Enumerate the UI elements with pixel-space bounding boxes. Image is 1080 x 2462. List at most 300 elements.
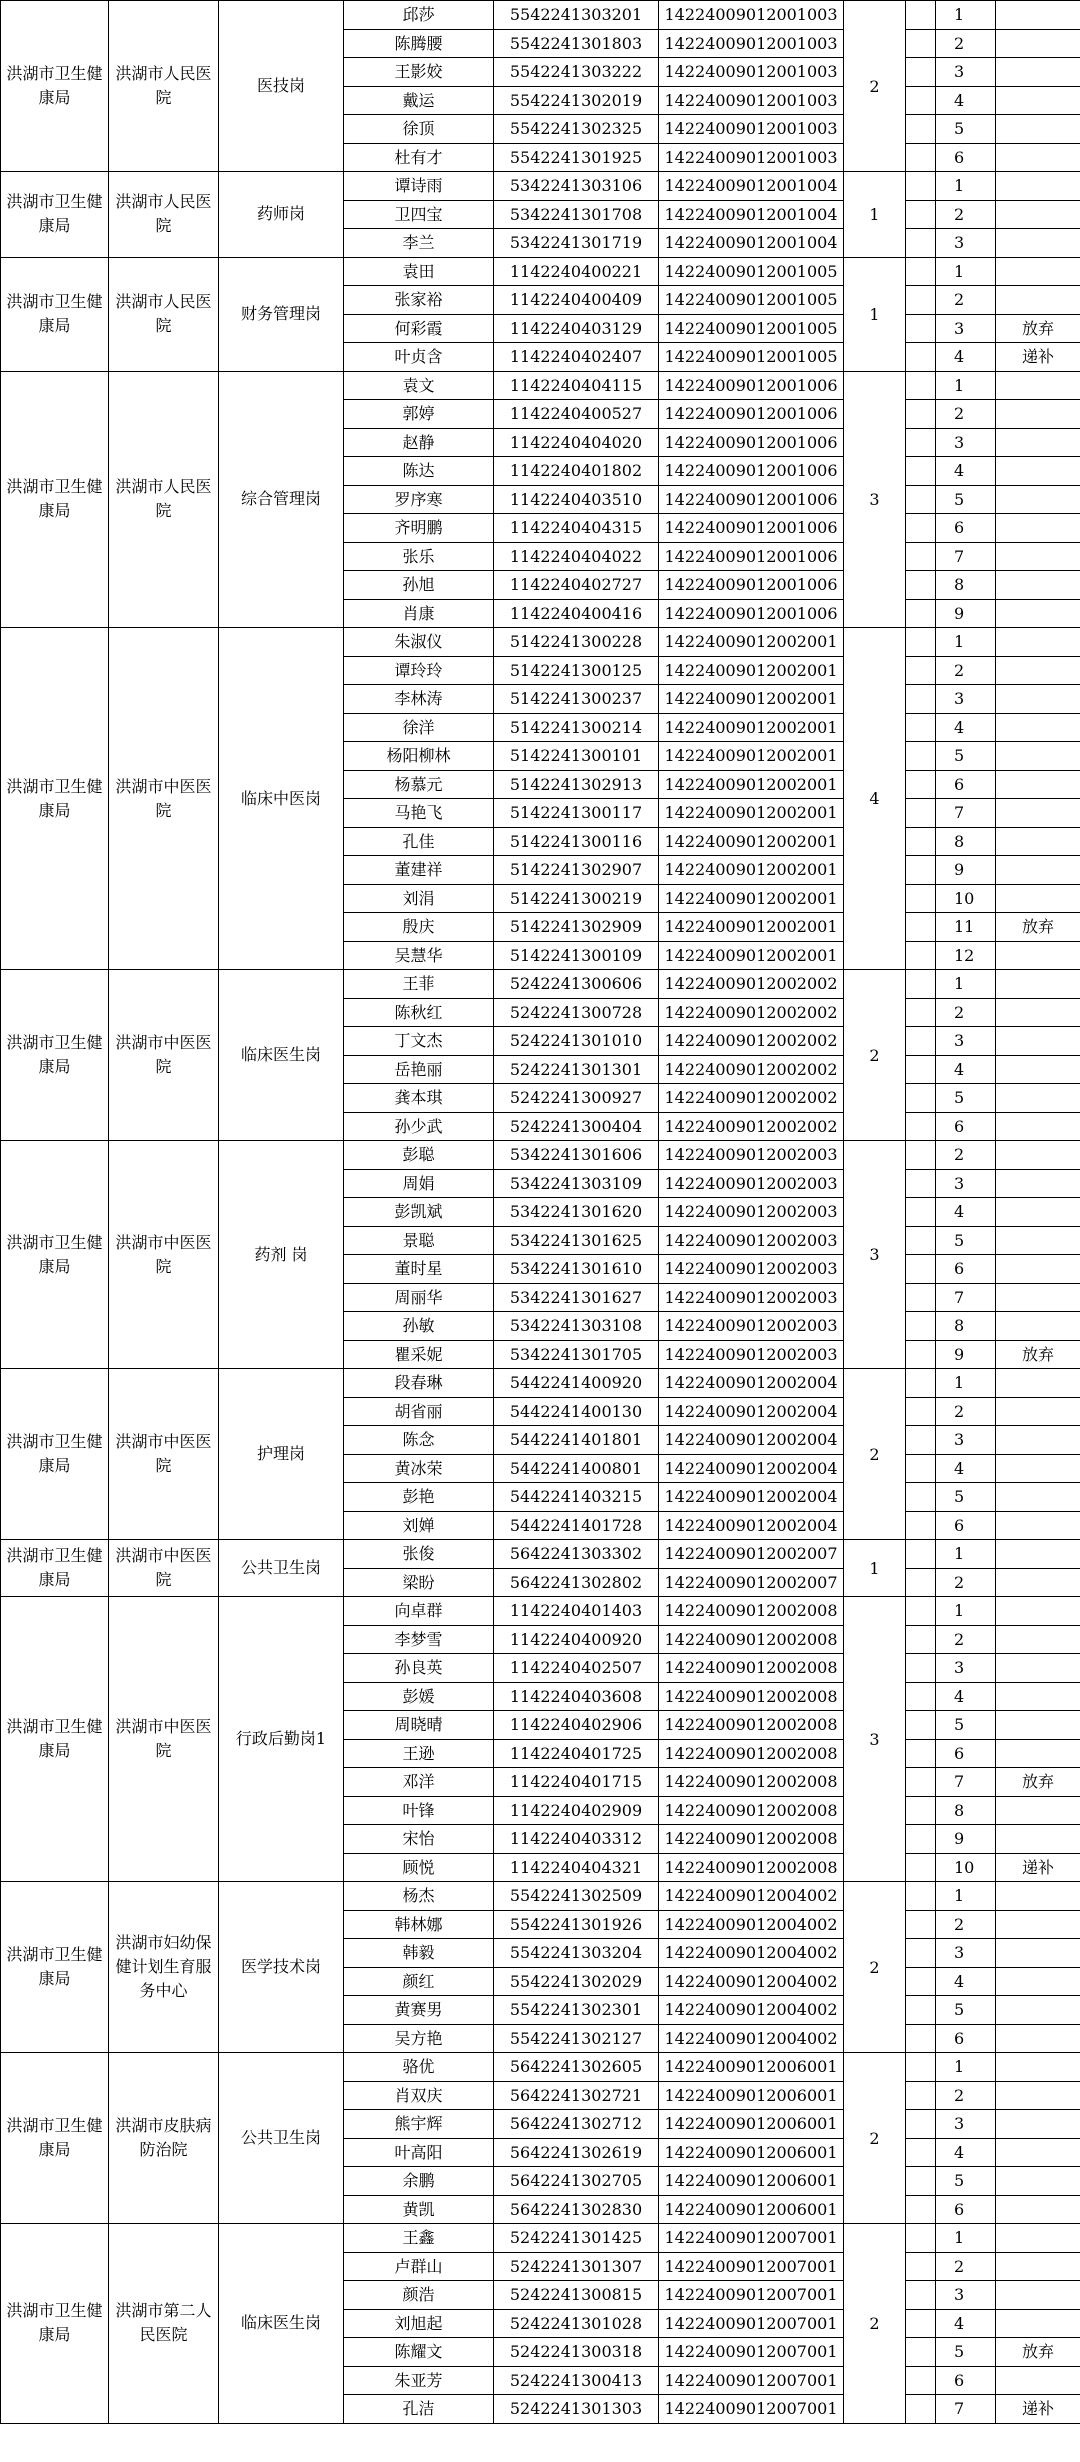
post-cell: 医学技术岗 xyxy=(219,1882,344,2053)
rank-cell: 7 xyxy=(936,799,996,828)
rank-cell: 3 xyxy=(936,428,996,457)
name-cell: 颜浩 xyxy=(344,2281,494,2310)
exam-number-cell: 5542241302301 xyxy=(494,1996,659,2025)
spacer-cell xyxy=(906,314,936,343)
note-cell xyxy=(996,29,1080,58)
spacer-cell xyxy=(906,1540,936,1569)
spacer-cell xyxy=(906,571,936,600)
post-code-cell: 14224009012007001 xyxy=(659,2395,844,2424)
name-cell: 刘婵 xyxy=(344,1511,494,1540)
post-code-cell: 14224009012002003 xyxy=(659,1255,844,1284)
post-code-cell: 14224009012002001 xyxy=(659,713,844,742)
post-code-cell: 14224009012002004 xyxy=(659,1369,844,1398)
post-code-cell: 14224009012006001 xyxy=(659,2110,844,2139)
exam-number-cell: 5142241300228 xyxy=(494,628,659,657)
rank-cell: 1 xyxy=(936,1882,996,1911)
name-cell: 陈秋红 xyxy=(344,998,494,1027)
spacer-cell xyxy=(906,941,936,970)
table-row xyxy=(1,172,1080,201)
spacer-cell xyxy=(906,970,936,999)
rank-cell: 1 xyxy=(936,628,996,657)
spacer-cell xyxy=(906,2024,936,2053)
exam-number-cell: 5542241302127 xyxy=(494,2024,659,2053)
spacer-cell xyxy=(906,770,936,799)
exam-number-cell: 5142241300109 xyxy=(494,941,659,970)
rank-cell: 5 xyxy=(936,2338,996,2367)
spacer-cell xyxy=(906,200,936,229)
note-cell xyxy=(996,2110,1080,2139)
exam-number-cell: 5342241301610 xyxy=(494,1255,659,1284)
note-cell xyxy=(996,1027,1080,1056)
post-cell: 公共卫生岗 xyxy=(219,1540,344,1597)
exam-number-cell: 5242241300404 xyxy=(494,1112,659,1141)
note-cell xyxy=(996,1996,1080,2025)
exam-number-cell: 1142240402507 xyxy=(494,1654,659,1683)
rank-cell: 10 xyxy=(936,1853,996,1882)
name-cell: 段春琳 xyxy=(344,1369,494,1398)
dept-cell: 洪湖市卫生健康局 xyxy=(1,1597,109,1882)
exam-number-cell: 1142240402727 xyxy=(494,571,659,600)
rank-cell: 11 xyxy=(936,913,996,942)
name-cell: 谭诗雨 xyxy=(344,172,494,201)
note-cell xyxy=(996,485,1080,514)
name-cell: 袁田 xyxy=(344,257,494,286)
unit-cell: 洪湖市人民医院 xyxy=(109,371,219,628)
post-code-cell: 14224009012002003 xyxy=(659,1141,844,1170)
exam-number-cell: 1142240401715 xyxy=(494,1768,659,1797)
table-row xyxy=(1,628,1080,657)
rank-cell: 2 xyxy=(936,1625,996,1654)
name-cell: 彭凯斌 xyxy=(344,1198,494,1227)
note-cell xyxy=(996,1625,1080,1654)
spacer-cell xyxy=(906,485,936,514)
note-cell: 递补 xyxy=(996,343,1080,372)
exam-number-cell: 5542241303222 xyxy=(494,58,659,87)
name-cell: 张家裕 xyxy=(344,286,494,315)
unit-cell: 洪湖市中医医院 xyxy=(109,628,219,970)
note-cell xyxy=(996,1682,1080,1711)
rank-cell: 1 xyxy=(936,2224,996,2253)
table-row xyxy=(1,1141,1080,1170)
spacer-cell xyxy=(906,58,936,87)
post-code-cell: 14224009012002008 xyxy=(659,1825,844,1854)
name-cell: 李兰 xyxy=(344,229,494,258)
note-cell xyxy=(996,628,1080,657)
exam-number-cell: 5142241300125 xyxy=(494,656,659,685)
post-code-cell: 14224009012002008 xyxy=(659,1597,844,1626)
rank-cell: 6 xyxy=(936,1255,996,1284)
rank-cell: 4 xyxy=(936,1198,996,1227)
note-cell xyxy=(996,457,1080,486)
exam-number-cell: 1142240403129 xyxy=(494,314,659,343)
exam-number-cell: 5242241301028 xyxy=(494,2309,659,2338)
name-cell: 李林涛 xyxy=(344,685,494,714)
post-code-cell: 14224009012006001 xyxy=(659,2195,844,2224)
rank-cell: 3 xyxy=(936,2281,996,2310)
exam-number-cell: 5642241302605 xyxy=(494,2053,659,2082)
spacer-cell xyxy=(906,115,936,144)
spacer-cell xyxy=(906,1112,936,1141)
spacer-cell xyxy=(906,1454,936,1483)
note-cell xyxy=(996,713,1080,742)
name-cell: 韩毅 xyxy=(344,1939,494,1968)
spacer-cell xyxy=(906,1996,936,2025)
exam-number-cell: 5142241300117 xyxy=(494,799,659,828)
exam-number-cell: 5142241300101 xyxy=(494,742,659,771)
quota-cell: 1 xyxy=(844,257,906,371)
spacer-cell xyxy=(906,1426,936,1455)
rank-cell: 5 xyxy=(936,2167,996,2196)
rank-cell: 9 xyxy=(936,599,996,628)
exam-number-cell: 5242241301425 xyxy=(494,2224,659,2253)
exam-number-cell: 5442241401728 xyxy=(494,1511,659,1540)
rank-cell: 8 xyxy=(936,1796,996,1825)
name-cell: 王菲 xyxy=(344,970,494,999)
table-row xyxy=(1,1882,1080,1911)
name-cell: 邱莎 xyxy=(344,1,494,30)
spacer-cell xyxy=(906,656,936,685)
dept-cell: 洪湖市卫生健康局 xyxy=(1,172,109,258)
post-code-cell: 14224009012001005 xyxy=(659,286,844,315)
note-cell xyxy=(996,2053,1080,2082)
rank-cell: 3 xyxy=(936,1426,996,1455)
note-cell xyxy=(996,1540,1080,1569)
post-code-cell: 14224009012002001 xyxy=(659,884,844,913)
rank-cell: 4 xyxy=(936,1055,996,1084)
rank-cell: 4 xyxy=(936,1967,996,1996)
name-cell: 周娟 xyxy=(344,1169,494,1198)
quota-cell: 3 xyxy=(844,1141,906,1369)
note-cell xyxy=(996,1426,1080,1455)
name-cell: 徐顶 xyxy=(344,115,494,144)
rank-cell: 2 xyxy=(936,400,996,429)
note-cell xyxy=(996,2024,1080,2053)
post-code-cell: 14224009012001006 xyxy=(659,485,844,514)
post-code-cell: 14224009012002008 xyxy=(659,1682,844,1711)
note-cell xyxy=(996,1312,1080,1341)
name-cell: 黄赛男 xyxy=(344,1996,494,2025)
rank-cell: 2 xyxy=(936,1568,996,1597)
post-code-cell: 14224009012001006 xyxy=(659,571,844,600)
name-cell: 孙少武 xyxy=(344,1112,494,1141)
unit-cell: 洪湖市皮肤病防治院 xyxy=(109,2053,219,2224)
rank-cell: 4 xyxy=(936,1454,996,1483)
post-code-cell: 14224009012001005 xyxy=(659,257,844,286)
name-cell: 王逊 xyxy=(344,1739,494,1768)
name-cell: 黄冰荣 xyxy=(344,1454,494,1483)
name-cell: 胡省丽 xyxy=(344,1397,494,1426)
note-cell xyxy=(996,1597,1080,1626)
spacer-cell xyxy=(906,143,936,172)
rank-cell: 4 xyxy=(936,2309,996,2338)
rank-cell: 3 xyxy=(936,1027,996,1056)
note-cell xyxy=(996,656,1080,685)
rank-cell: 5 xyxy=(936,1483,996,1512)
name-cell: 孙旭 xyxy=(344,571,494,600)
name-cell: 徐洋 xyxy=(344,713,494,742)
post-code-cell: 14224009012001003 xyxy=(659,143,844,172)
rank-cell: 5 xyxy=(936,1711,996,1740)
table-row xyxy=(1,1597,1080,1626)
name-cell: 杨慕元 xyxy=(344,770,494,799)
name-cell: 陈腾腰 xyxy=(344,29,494,58)
note-cell xyxy=(996,1283,1080,1312)
name-cell: 彭媛 xyxy=(344,1682,494,1711)
spacer-cell xyxy=(906,1796,936,1825)
rank-cell: 6 xyxy=(936,1511,996,1540)
post-code-cell: 14224009012002003 xyxy=(659,1283,844,1312)
exam-number-cell: 1142240402906 xyxy=(494,1711,659,1740)
name-cell: 陈念 xyxy=(344,1426,494,1455)
note-cell: 放弃 xyxy=(996,314,1080,343)
spacer-cell xyxy=(906,1340,936,1369)
exam-number-cell: 5242241301307 xyxy=(494,2252,659,2281)
spacer-cell xyxy=(906,2309,936,2338)
exam-number-cell: 5142241300237 xyxy=(494,685,659,714)
table-row xyxy=(1,371,1080,400)
rank-cell: 8 xyxy=(936,827,996,856)
post-code-cell: 14224009012002003 xyxy=(659,1226,844,1255)
rank-cell: 2 xyxy=(936,1910,996,1939)
note-cell xyxy=(996,2195,1080,2224)
note-cell xyxy=(996,86,1080,115)
name-cell: 罗序寒 xyxy=(344,485,494,514)
name-cell: 孔佳 xyxy=(344,827,494,856)
exam-number-cell: 5642241302802 xyxy=(494,1568,659,1597)
rank-cell: 3 xyxy=(936,58,996,87)
rank-cell: 1 xyxy=(936,371,996,400)
exam-number-cell: 1142240404115 xyxy=(494,371,659,400)
note-cell xyxy=(996,1654,1080,1683)
post-cell: 综合管理岗 xyxy=(219,371,344,628)
name-cell: 朱亚芳 xyxy=(344,2366,494,2395)
post-code-cell: 14224009012001003 xyxy=(659,29,844,58)
rank-cell: 5 xyxy=(936,1996,996,2025)
note-cell xyxy=(996,2138,1080,2167)
rank-cell: 5 xyxy=(936,1084,996,1113)
post-code-cell: 14224009012002007 xyxy=(659,1540,844,1569)
note-cell xyxy=(996,2309,1080,2338)
exam-number-cell: 5542241301925 xyxy=(494,143,659,172)
dept-cell: 洪湖市卫生健康局 xyxy=(1,371,109,628)
post-code-cell: 14224009012001003 xyxy=(659,86,844,115)
note-cell xyxy=(996,1825,1080,1854)
post-code-cell: 14224009012001006 xyxy=(659,428,844,457)
note-cell xyxy=(996,1,1080,30)
spacer-cell xyxy=(906,2053,936,2082)
name-cell: 丁文杰 xyxy=(344,1027,494,1056)
name-cell: 王影姣 xyxy=(344,58,494,87)
exam-number-cell: 5242241300318 xyxy=(494,2338,659,2367)
exam-number-cell: 5142241302909 xyxy=(494,913,659,942)
dept-cell: 洪湖市卫生健康局 xyxy=(1,257,109,371)
note-cell xyxy=(996,1397,1080,1426)
rank-cell: 1 xyxy=(936,1369,996,1398)
name-cell: 肖康 xyxy=(344,599,494,628)
exam-number-cell: 5242241301301 xyxy=(494,1055,659,1084)
note-cell xyxy=(996,1369,1080,1398)
exam-number-cell: 5642241303302 xyxy=(494,1540,659,1569)
rank-cell: 7 xyxy=(936,1283,996,1312)
exam-number-cell: 1142240401725 xyxy=(494,1739,659,1768)
quota-cell: 3 xyxy=(844,1597,906,1882)
spacer-cell xyxy=(906,1169,936,1198)
quota-cell: 1 xyxy=(844,1540,906,1597)
spacer-cell xyxy=(906,1483,936,1512)
rank-cell: 6 xyxy=(936,2024,996,2053)
rank-cell: 4 xyxy=(936,1682,996,1711)
rank-cell: 5 xyxy=(936,742,996,771)
name-cell: 叶贞含 xyxy=(344,343,494,372)
spacer-cell xyxy=(906,1511,936,1540)
exam-number-cell: 5142241300214 xyxy=(494,713,659,742)
exam-number-cell: 1142240404315 xyxy=(494,514,659,543)
post-code-cell: 14224009012002002 xyxy=(659,1027,844,1056)
post-code-cell: 14224009012002001 xyxy=(659,941,844,970)
exam-number-cell: 5142241300219 xyxy=(494,884,659,913)
rank-cell: 5 xyxy=(936,1226,996,1255)
post-code-cell: 14224009012007001 xyxy=(659,2338,844,2367)
note-cell xyxy=(996,542,1080,571)
quota-cell: 2 xyxy=(844,970,906,1141)
rank-cell: 2 xyxy=(936,200,996,229)
roster-body xyxy=(1,1,1080,2424)
post-code-cell: 14224009012002003 xyxy=(659,1340,844,1369)
spacer-cell xyxy=(906,229,936,258)
name-cell: 余鹏 xyxy=(344,2167,494,2196)
rank-cell: 6 xyxy=(936,770,996,799)
spacer-cell xyxy=(906,514,936,543)
name-cell: 董建祥 xyxy=(344,856,494,885)
exam-number-cell: 5642241302619 xyxy=(494,2138,659,2167)
exam-number-cell: 5542241303204 xyxy=(494,1939,659,1968)
post-code-cell: 14224009012004002 xyxy=(659,1996,844,2025)
name-cell: 叶锋 xyxy=(344,1796,494,1825)
quota-cell: 4 xyxy=(844,628,906,970)
name-cell: 陈耀文 xyxy=(344,2338,494,2367)
rank-cell: 2 xyxy=(936,286,996,315)
spacer-cell xyxy=(906,685,936,714)
post-code-cell: 14224009012002002 xyxy=(659,1084,844,1113)
post-code-cell: 14224009012002002 xyxy=(659,970,844,999)
exam-number-cell: 5342241303106 xyxy=(494,172,659,201)
spacer-cell xyxy=(906,2281,936,2310)
post-code-cell: 14224009012004002 xyxy=(659,1967,844,1996)
unit-cell: 洪湖市中医医院 xyxy=(109,1540,219,1597)
post-cell: 药剂 岗 xyxy=(219,1141,344,1369)
rank-cell: 4 xyxy=(936,86,996,115)
post-code-cell: 14224009012002004 xyxy=(659,1483,844,1512)
name-cell: 孙良英 xyxy=(344,1654,494,1683)
exam-number-cell: 5342241301606 xyxy=(494,1141,659,1170)
spacer-cell xyxy=(906,29,936,58)
post-cell: 药师岗 xyxy=(219,172,344,258)
table-row xyxy=(1,970,1080,999)
spacer-cell xyxy=(906,713,936,742)
table-row xyxy=(1,257,1080,286)
spacer-cell xyxy=(906,1568,936,1597)
name-cell: 何彩霞 xyxy=(344,314,494,343)
post-code-cell: 14224009012002004 xyxy=(659,1454,844,1483)
dept-cell: 洪湖市卫生健康局 xyxy=(1,1882,109,2053)
rank-cell: 10 xyxy=(936,884,996,913)
spacer-cell xyxy=(906,542,936,571)
rank-cell: 2 xyxy=(936,1397,996,1426)
note-cell xyxy=(996,685,1080,714)
spacer-cell xyxy=(906,86,936,115)
spacer-cell xyxy=(906,628,936,657)
exam-number-cell: 5542241301803 xyxy=(494,29,659,58)
note-cell xyxy=(996,827,1080,856)
post-code-cell: 14224009012002001 xyxy=(659,742,844,771)
post-code-cell: 14224009012002003 xyxy=(659,1312,844,1341)
rank-cell: 9 xyxy=(936,1340,996,1369)
name-cell: 刘旭起 xyxy=(344,2309,494,2338)
note-cell xyxy=(996,1169,1080,1198)
rank-cell: 4 xyxy=(936,457,996,486)
post-code-cell: 14224009012002001 xyxy=(659,799,844,828)
post-code-cell: 14224009012007001 xyxy=(659,2252,844,2281)
name-cell: 殷庆 xyxy=(344,913,494,942)
name-cell: 谭玲玲 xyxy=(344,656,494,685)
rank-cell: 4 xyxy=(936,343,996,372)
exam-number-cell: 5342241301627 xyxy=(494,1283,659,1312)
name-cell: 杨杰 xyxy=(344,1882,494,1911)
name-cell: 向卓群 xyxy=(344,1597,494,1626)
name-cell: 陈达 xyxy=(344,457,494,486)
exam-number-cell: 5342241301620 xyxy=(494,1198,659,1227)
name-cell: 赵静 xyxy=(344,428,494,457)
unit-cell: 洪湖市人民医院 xyxy=(109,172,219,258)
name-cell: 熊宇辉 xyxy=(344,2110,494,2139)
rank-cell: 7 xyxy=(936,1768,996,1797)
note-cell xyxy=(996,998,1080,1027)
quota-cell: 2 xyxy=(844,1369,906,1540)
post-code-cell: 14224009012002001 xyxy=(659,656,844,685)
exam-number-cell: 5542241301926 xyxy=(494,1910,659,1939)
note-cell xyxy=(996,1882,1080,1911)
unit-cell: 洪湖市中医医院 xyxy=(109,1369,219,1540)
spacer-cell xyxy=(906,827,936,856)
note-cell: 放弃 xyxy=(996,913,1080,942)
name-cell: 周丽华 xyxy=(344,1283,494,1312)
spacer-cell xyxy=(906,428,936,457)
rank-cell: 3 xyxy=(936,685,996,714)
spacer-cell xyxy=(906,1084,936,1113)
note-cell xyxy=(996,742,1080,771)
exam-number-cell: 5542241302019 xyxy=(494,86,659,115)
name-cell: 张乐 xyxy=(344,542,494,571)
note-cell: 放弃 xyxy=(996,1340,1080,1369)
post-code-cell: 14224009012001003 xyxy=(659,58,844,87)
spacer-cell xyxy=(906,2110,936,2139)
name-cell: 肖双庆 xyxy=(344,2081,494,2110)
spacer-cell xyxy=(906,1027,936,1056)
exam-number-cell: 5342241303108 xyxy=(494,1312,659,1341)
rank-cell: 4 xyxy=(936,2138,996,2167)
note-cell xyxy=(996,1511,1080,1540)
name-cell: 顾悦 xyxy=(344,1853,494,1882)
note-cell xyxy=(996,115,1080,144)
note-cell xyxy=(996,200,1080,229)
rank-cell: 1 xyxy=(936,1,996,30)
rank-cell: 12 xyxy=(936,941,996,970)
name-cell: 李梦雪 xyxy=(344,1625,494,1654)
post-code-cell: 14224009012002002 xyxy=(659,1055,844,1084)
exam-number-cell: 5342241301625 xyxy=(494,1226,659,1255)
post-code-cell: 14224009012001006 xyxy=(659,599,844,628)
rank-cell: 1 xyxy=(936,172,996,201)
